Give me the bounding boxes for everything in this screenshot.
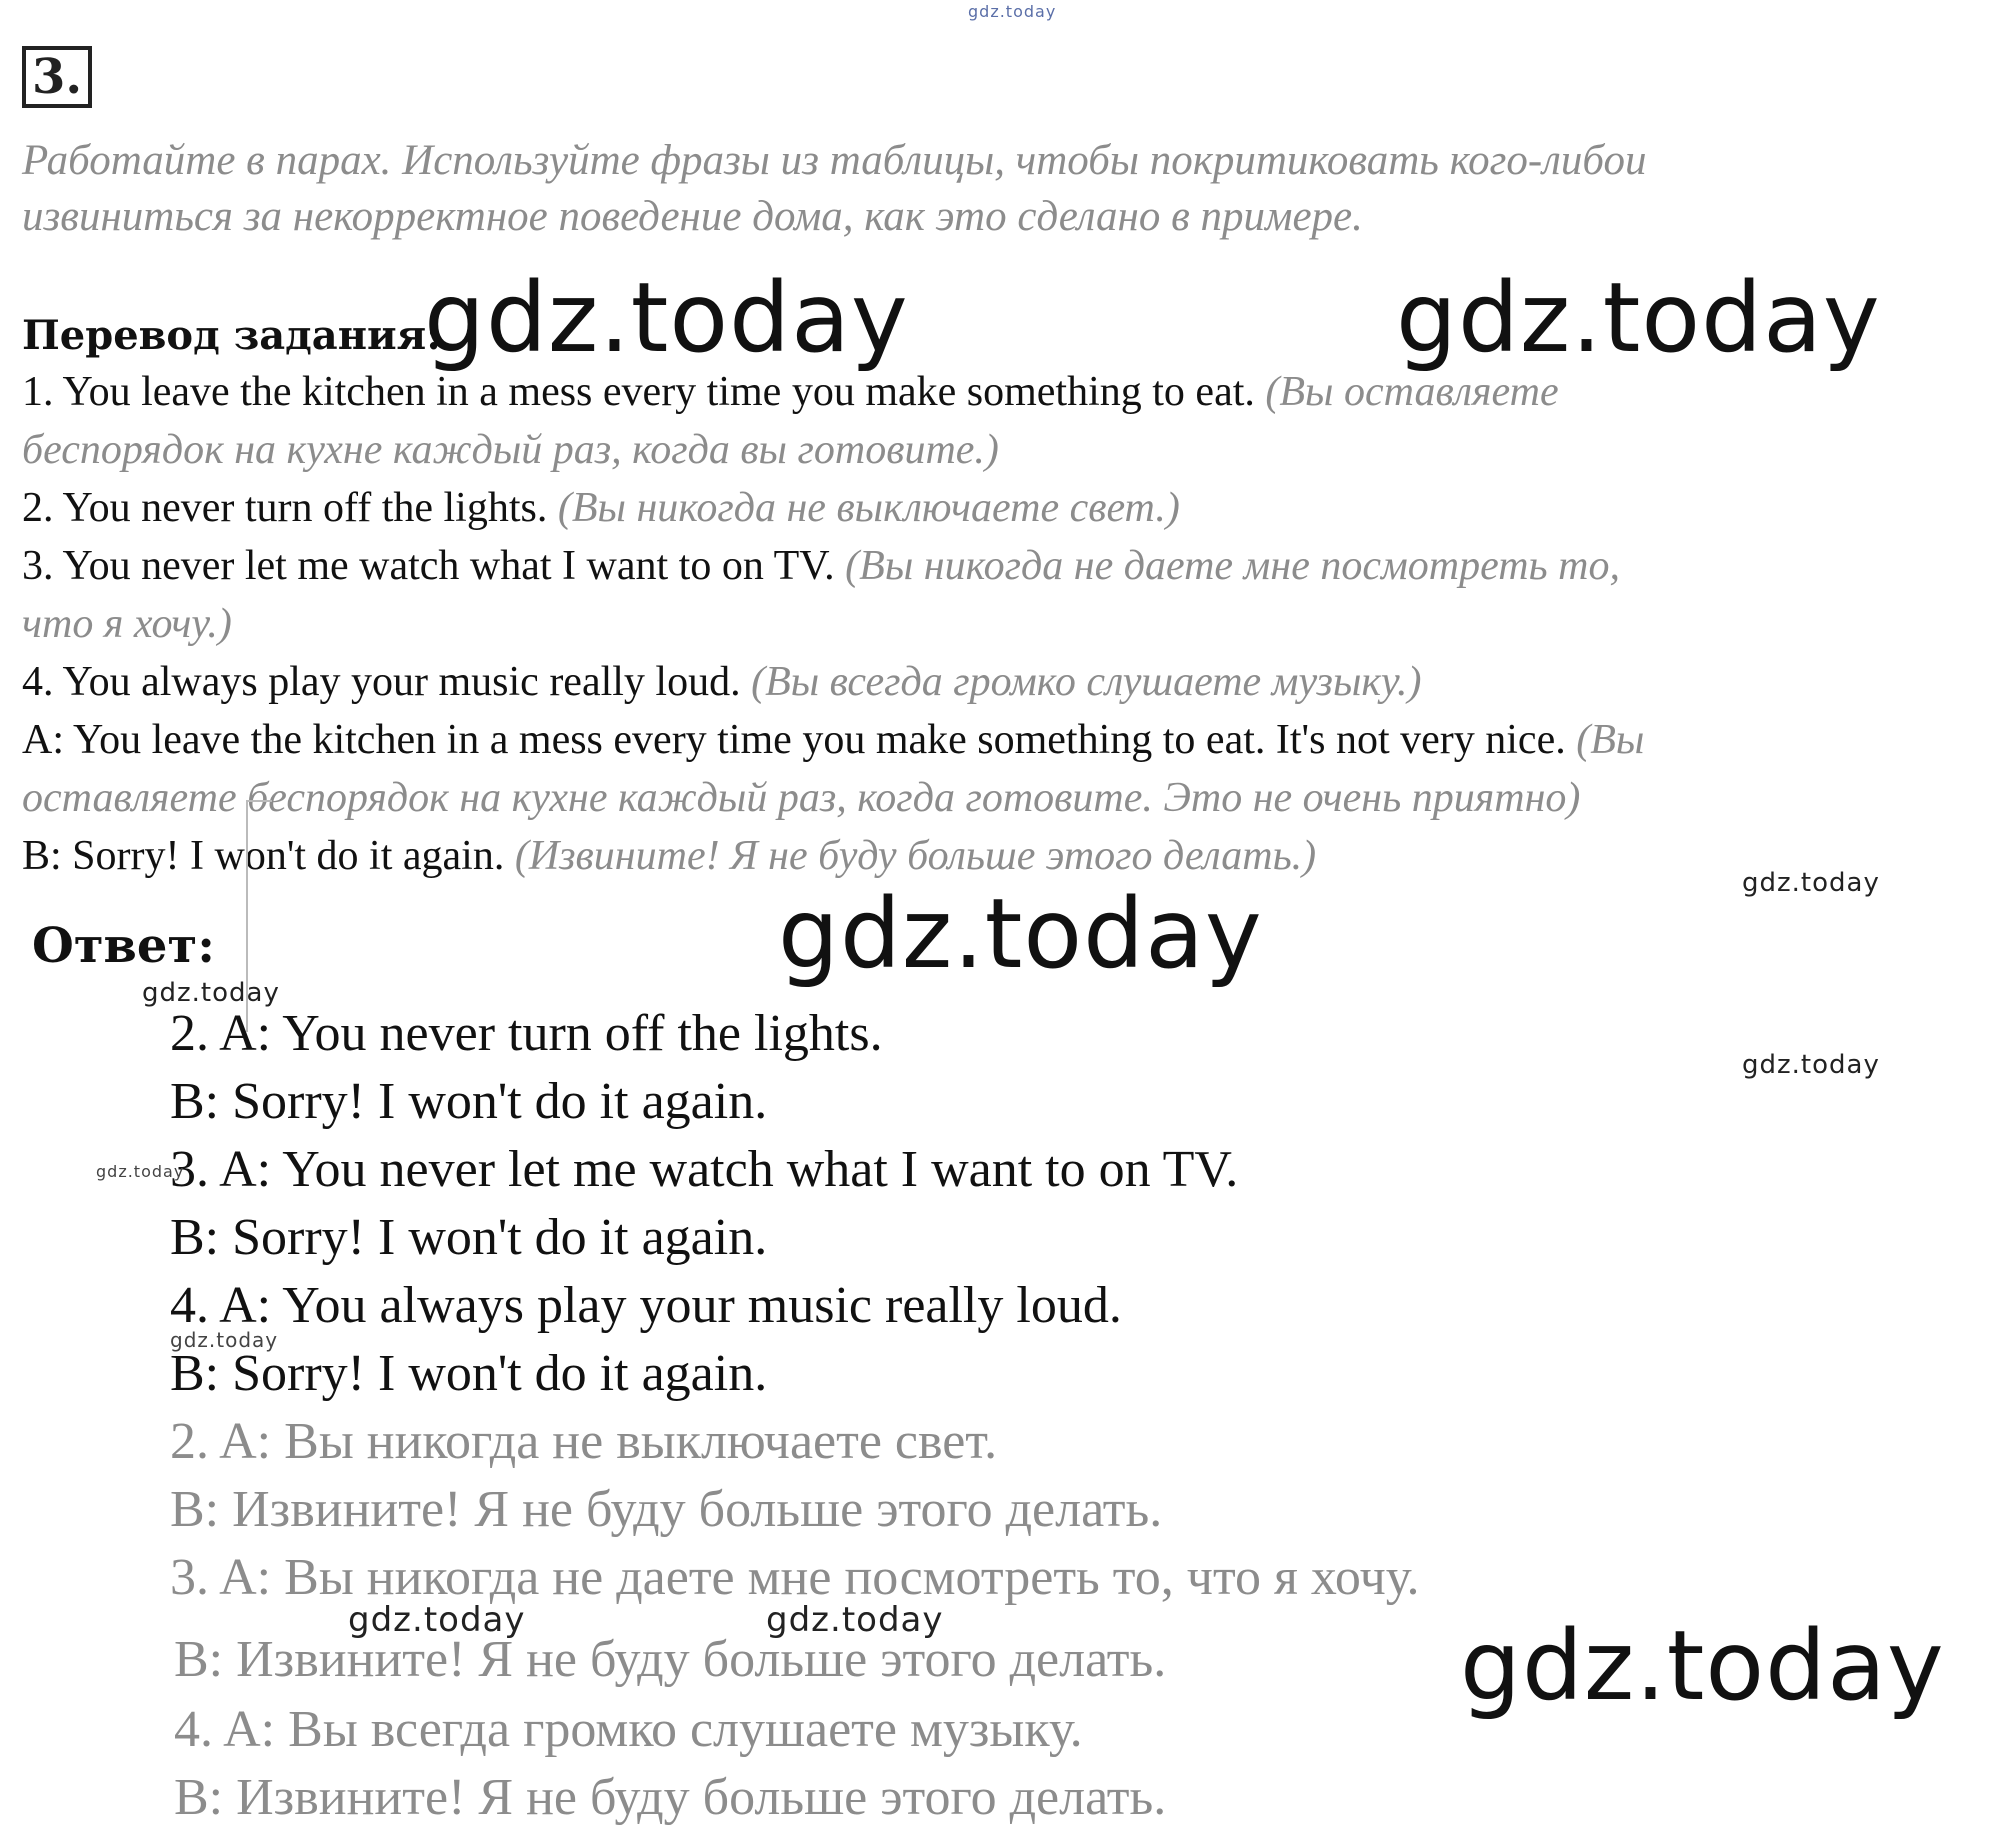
answer-ru-5: 4. A: Вы всегда громко слушаете музыку. [174,1701,1083,1758]
translation-item-4-en: 4. You always play your music really loud. [22,659,741,705]
answer-ru-1: 2. A: Вы никогда не выключаете свет. [170,1413,998,1470]
translation-item-4 [22,658,1422,706]
watermark-small-3: gdz.today [142,978,280,1008]
translation-heading: Перевод задания: [22,312,441,359]
answer-heading: Ответ: [32,918,215,974]
instruction-line-1: Работайте в парах. Используйте фразы из таблицы, чтобы покритиковать кого-либои [22,137,1647,184]
watermark-small-4: gdz.today [348,1600,526,1640]
translation-item-2-en: 2. You never turn off the lights. [22,485,548,531]
example-a-en: A: You leave the kitchen in a mess every time you make something to eat. It's not very nice. [22,717,1566,763]
translation-item-3-ru-cont: что я хочу.) [22,601,232,647]
instruction-line-2: извиниться за некорректное поведение дома, как это сделано в примере. [22,193,1363,240]
translation-item-2 [22,484,1180,532]
watermark-top: gdz.today [968,2,1057,21]
translation-item-3-ru: (Вы никогда не даете мне посмотреть то, [845,543,1620,589]
example-b-ru: (Извините! Я не буду больше этого делать.) [514,833,1317,879]
answer-ru-6: B: Извините! Я не буду больше этого делать. [174,1769,1167,1826]
answer-en-4: B: Sorry! I won't do it again. [170,1209,768,1266]
translation-item-1-ru: (Вы оставляете [1265,369,1559,415]
watermark-tiny-2: gdz.today [170,1328,279,1352]
watermark-small-5: gdz.today [766,1600,944,1640]
watermark-large-3: gdz.today [778,878,1263,990]
translation-item-3 [22,542,1620,590]
answer-en-3: 3. A: You never let me watch what I want to on TV. [170,1141,1239,1198]
answer-en-5: 4. A: You always play your music really loud. [170,1277,1122,1334]
example-a-ru: (Вы [1576,717,1645,763]
example-b-en: B: Sorry! I won't do it again. [22,833,505,879]
translation-item-3-en: 3. You never let me watch what I want to on TV. [22,543,835,589]
example-a-ru-cont: оставляете беспорядок на кухне каждый раз, когда готовите. Это не очень приятно) [22,775,1581,821]
translation-item-1-ru-cont: беспорядок на кухне каждый раз, когда вы готовите.) [22,427,999,473]
translation-item-1 [22,368,1559,416]
watermark-small-1: gdz.today [1742,868,1880,898]
translation-item-2-ru: (Вы никогда не выключаете свет.) [557,485,1180,531]
answer-en-2: B: Sorry! I won't do it again. [170,1073,768,1130]
answer-ru-4: B: Извините! Я не буду больше этого делать. [174,1631,1167,1688]
example-a [22,716,1644,764]
watermark-large-2: gdz.today [1396,262,1881,374]
translation-item-4-ru: (Вы всегда громко слушаете музыку.) [751,659,1422,705]
watermark-large-4: gdz.today [1460,1610,1945,1722]
answer-en-1: 2. A: You never turn off the lights. [170,1005,883,1062]
answer-en-6: B: Sorry! I won't do it again. [170,1345,768,1402]
answer-ru-3: 3. A: Вы никогда не даете мне посмотреть то, что я хочу. [170,1549,1420,1606]
watermark-large-1: gdz.today [424,262,909,374]
answer-ru-2: B: Извините! Я не буду больше этого делать. [170,1481,1163,1538]
translation-item-1-en: 1. You leave the kitchen in a mess every time you make something to eat. [22,369,1255,415]
watermark-small-2: gdz.today [1742,1050,1880,1080]
task-number: 3. [22,46,92,108]
example-b [22,832,1316,880]
watermark-tiny-1: gdz.today [96,1162,185,1181]
